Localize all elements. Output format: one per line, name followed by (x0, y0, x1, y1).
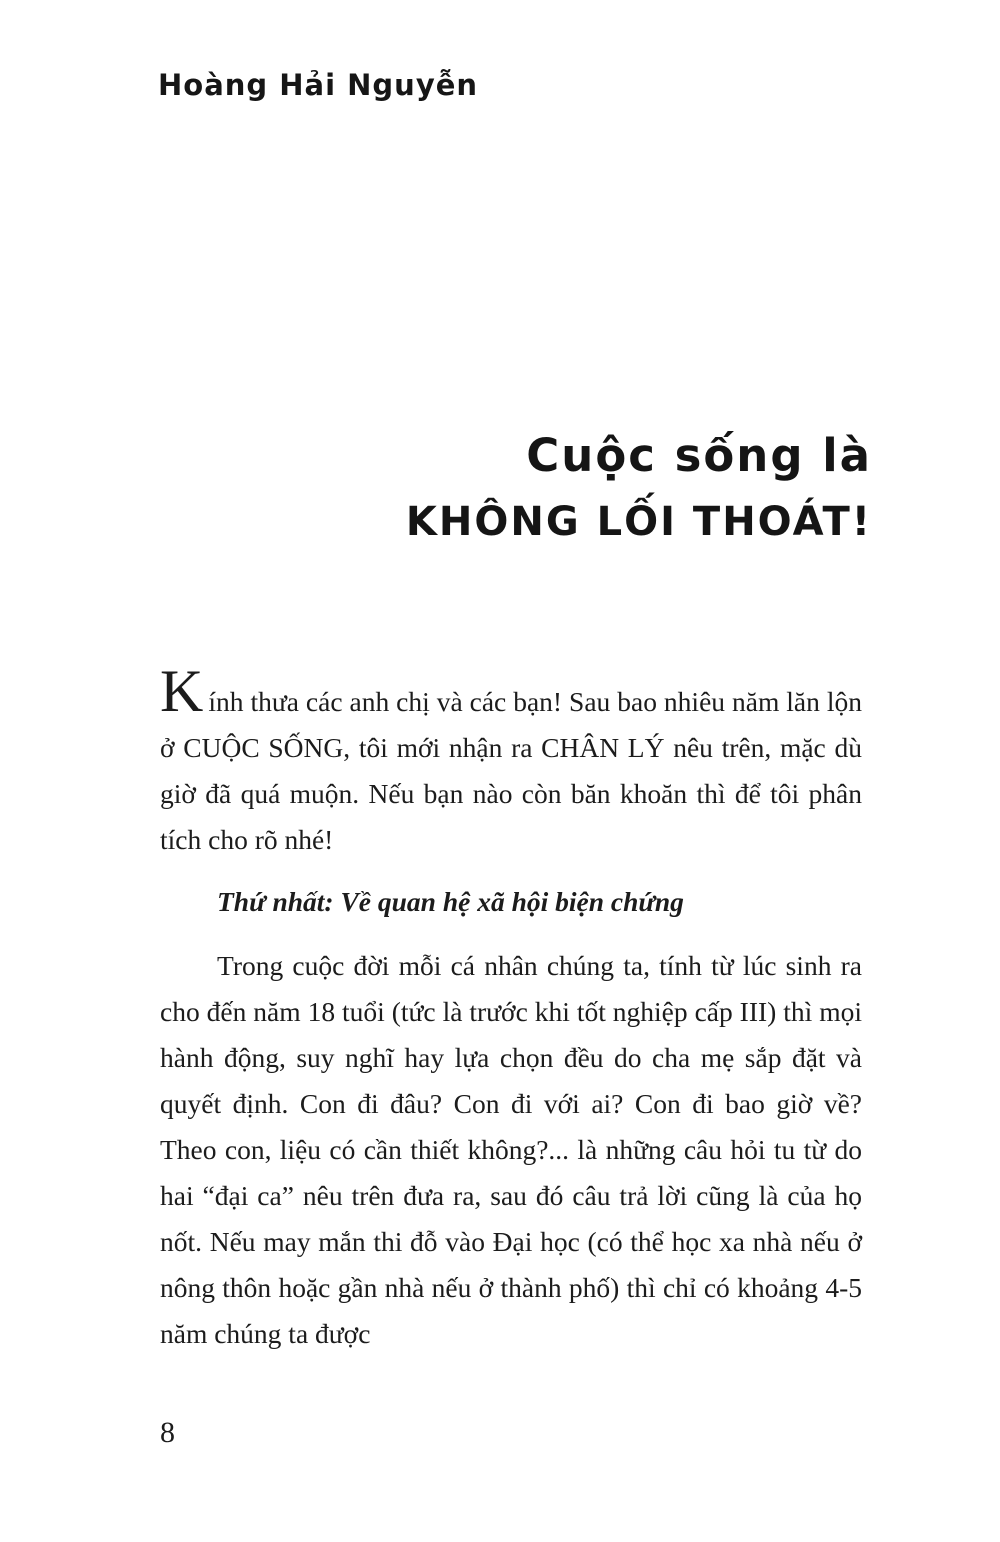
paragraph-opening (160, 658, 862, 863)
chapter-title-line2: KHÔNG LỐI THOÁT! (405, 498, 872, 545)
paragraph-body: Trong cuộc đời mỗi cá nhân chúng ta, tính từ lúc sinh ra cho đến năm 18 tuổi (tức là trước khi tốt nghiệp cấp III) thì mọi hành động, suy nghĩ hay lựa chọn đều do cha mẹ sắp đặt và quyết định. Con đi đâu? Con đi với ai? Con đi bao giờ về? Theo con, liệu có cần thiết không?... là những câu hỏi tu từ do hai “đại ca” nêu trên đưa ra, sau đó câu trả lời cũng là của họ nốt. Nếu may mắn thi đỗ vào Đại học (có thể học xa nhà nếu ở nông thôn hoặc gần nhà nếu ở thành phố) thì chỉ có khoảng 4-5 năm chúng ta được (160, 950, 862, 1349)
chapter-title (406, 430, 872, 546)
dropcap-initial: K (160, 658, 205, 724)
paragraph-opening-text: ính thưa các anh chị và các bạn! Sau bao nhiêu năm lăn lộn ở CUỘC SỐNG, tôi mới nhận ra CHÂN LÝ nêu trên, mặc dù giờ đã quá muộn. Nếu bạn nào còn băn khoăn thì để tôi phân tích cho rõ nhé! (160, 686, 862, 855)
running-header-author: Hoàng Hải Nguyễn (158, 68, 479, 102)
section-subheading: Thứ nhất: Về quan hệ xã hội biện chứng (217, 886, 684, 917)
chapter-title-line1: Cuộc sống là (526, 429, 872, 482)
body-text-block (160, 658, 862, 1357)
page-number: 8 (160, 1416, 175, 1449)
